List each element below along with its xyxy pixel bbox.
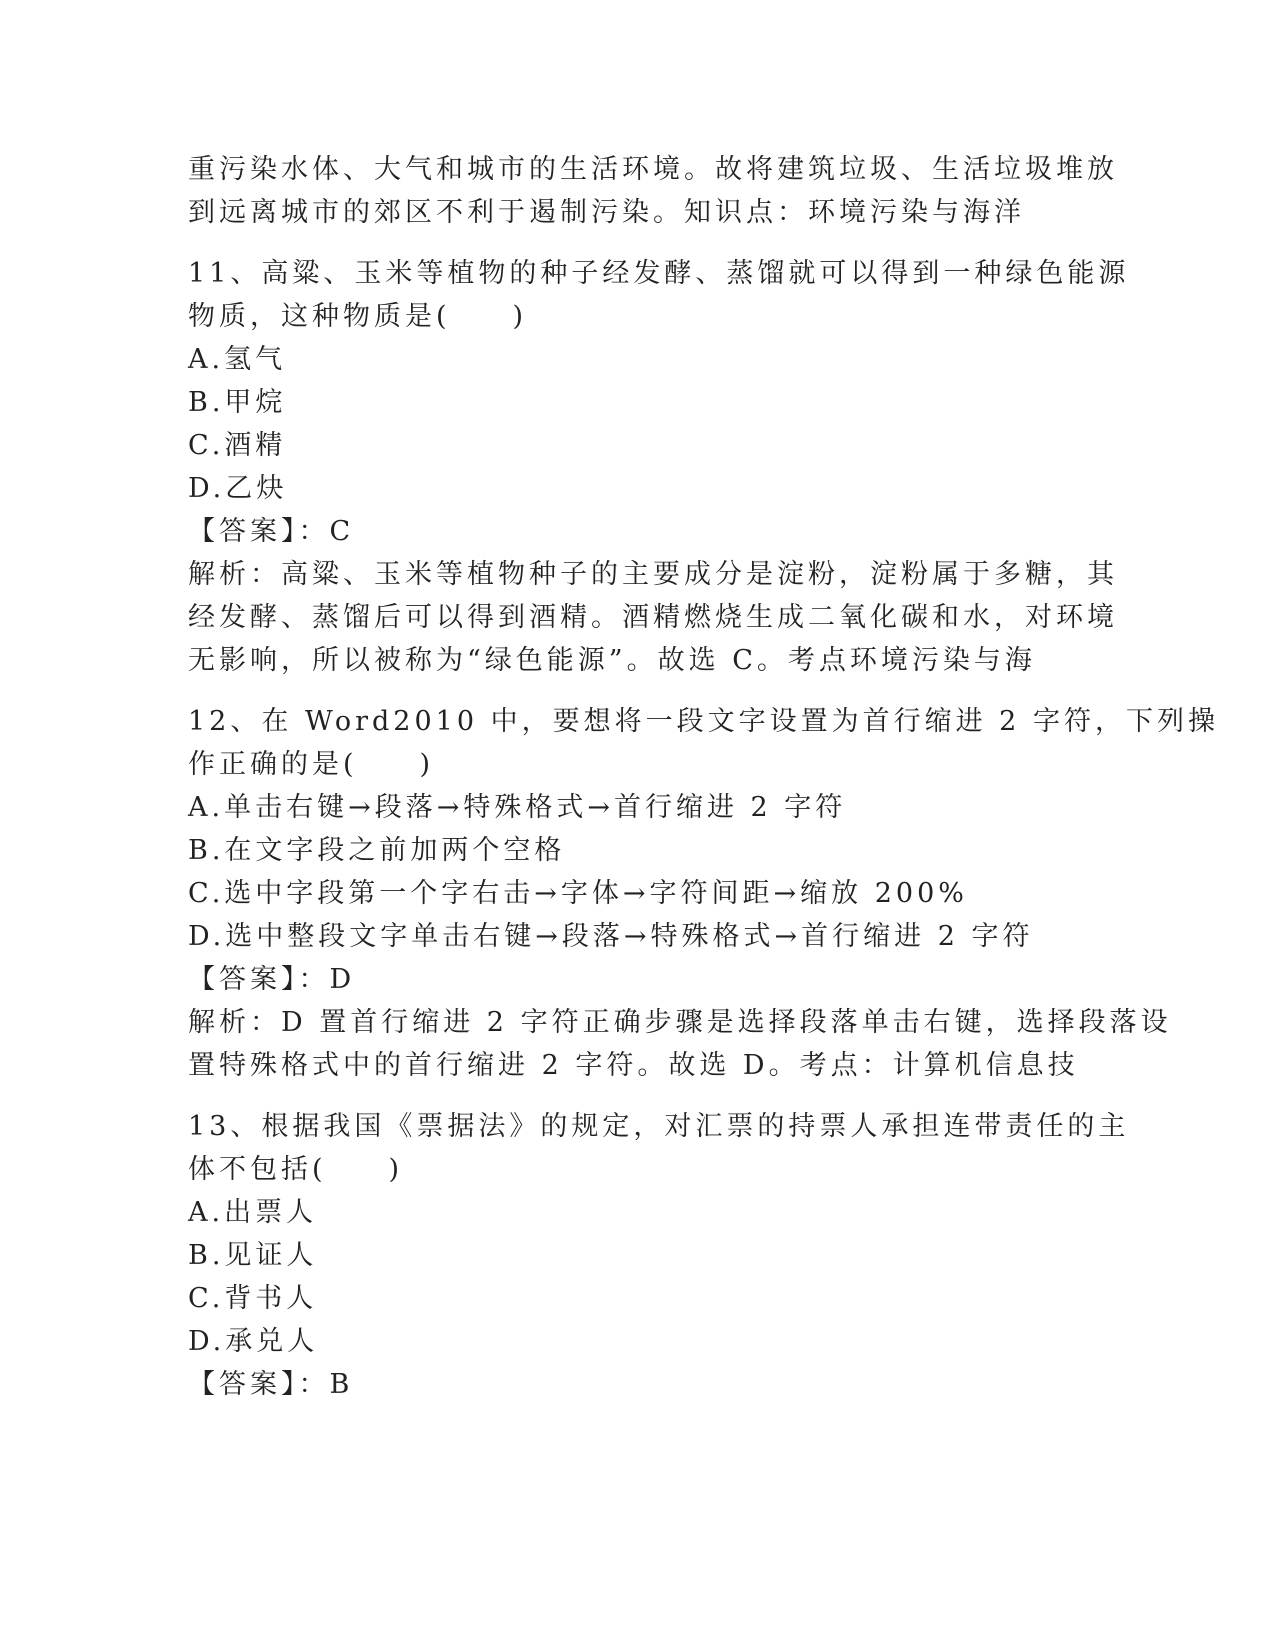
answer-line: 【答案】：D — [188, 964, 356, 995]
question-13 — [188, 1105, 1130, 1406]
option-d: D.乙炔 — [188, 473, 288, 504]
question-stem: 物质，这种物质是( ) — [188, 301, 528, 332]
option-d: D.承兑人 — [188, 1326, 319, 1357]
option-c: C.背书人 — [188, 1283, 318, 1314]
question-stem: 作正确的是( ) — [188, 749, 435, 780]
page-content — [188, 148, 1219, 1406]
option-b: B.在文字段之前加两个空格 — [188, 835, 566, 866]
question-stem: 体不包括( ) — [188, 1154, 404, 1185]
explanation-line: 无影响，所以被称为“绿色能源”。故选 C。考点环境污染与海 — [188, 645, 1036, 676]
intro-line: 重污染水体、大气和城市的生活环境。故将建筑垃圾、生活垃圾堆放 — [188, 154, 1118, 185]
question-12 — [188, 700, 1219, 1087]
explanation-line: 置特殊格式中的首行缩进 2 字符。故选 D。考点：计算机信息技 — [188, 1050, 1079, 1081]
option-c: C.选中字段第一个字右击→字体→字符间距→缩放 200% — [188, 878, 968, 909]
question-stem: 13、根据我国《票据法》的规定，对汇票的持票人承担连带责任的主 — [188, 1111, 1130, 1142]
question-11 — [188, 252, 1130, 682]
option-a: A.单击右键→段落→特殊格式→首行缩进 2 字符 — [188, 792, 847, 823]
answer-line: 【答案】：C — [188, 516, 355, 547]
intro-line: 到远离城市的郊区不利于遏制污染。知识点：环境污染与海洋 — [188, 197, 1025, 228]
paragraph-gap — [188, 1087, 1088, 1105]
paragraph-gap — [188, 234, 1088, 252]
question-stem: 11、高粱、玉米等植物的种子经发酵、蒸馏就可以得到一种绿色能源 — [188, 258, 1130, 289]
paragraph-gap — [188, 682, 1088, 700]
explanation-line: 解析：高粱、玉米等植物种子的主要成分是淀粉，淀粉属于多糖，其 — [188, 559, 1118, 590]
intro-paragraph — [188, 148, 1118, 234]
explanation-line: 经发酵、蒸馏后可以得到酒精。酒精燃烧生成二氧化碳和水，对环境 — [188, 602, 1118, 633]
answer-line: 【答案】：B — [188, 1369, 354, 1400]
question-stem: 12、在 Word2010 中，要想将一段文字设置为首行缩进 2 字符，下列操 — [188, 706, 1219, 737]
option-b: B.甲烷 — [188, 387, 287, 418]
option-a: A.氢气 — [188, 344, 287, 375]
explanation-line: 解析：D 置首行缩进 2 字符正确步骤是选择段落单击右键，选择段落设 — [188, 1007, 1172, 1038]
option-c: C.酒精 — [188, 430, 287, 461]
option-d: D.选中整段文字单击右键→段落→特殊格式→首行缩进 2 字符 — [188, 921, 1034, 952]
option-b: B.见证人 — [188, 1240, 318, 1271]
option-a: A.出票人 — [188, 1197, 318, 1228]
